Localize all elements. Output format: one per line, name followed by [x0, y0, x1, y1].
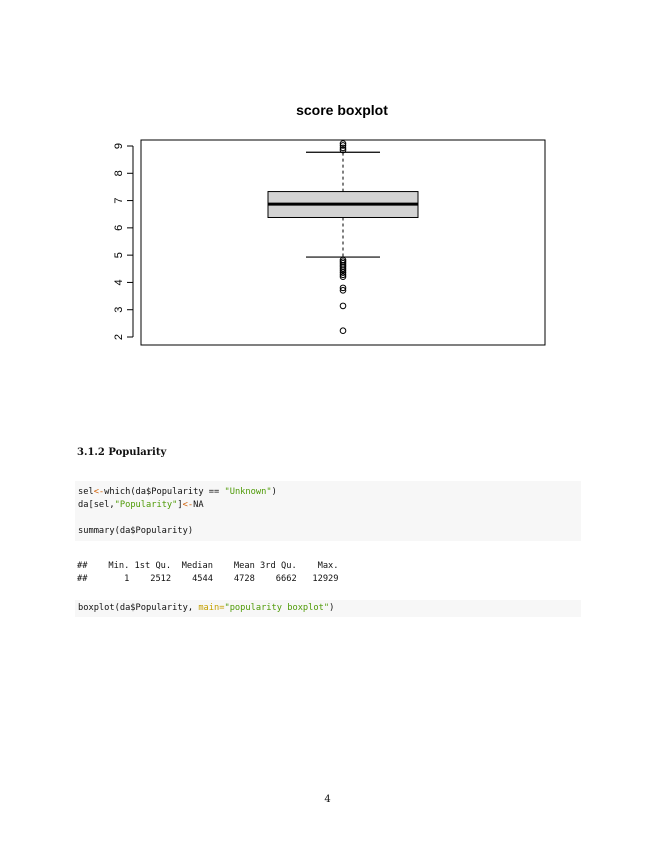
code-line [78, 486, 578, 499]
code-token: "Unknown" [224, 487, 272, 497]
code-token: sel [78, 487, 94, 497]
boxplot-marks [268, 141, 418, 334]
code-token: which(da$Popularity == [104, 487, 225, 497]
y-axis [113, 143, 133, 340]
section-heading: 3.1.2 Popularity [77, 447, 167, 458]
y-tick-label: 4 [113, 279, 125, 286]
code-token: da[sel, [78, 500, 115, 510]
output-block [77, 560, 339, 586]
code-token: "Popularity" [114, 500, 178, 510]
code-line [78, 602, 578, 615]
y-tick-label: 2 [113, 333, 125, 341]
y-tick-label: 5 [113, 252, 125, 259]
code-token: summary(da$Popularity) [78, 526, 194, 536]
code-token: NA [193, 500, 204, 510]
code-token: main= [198, 603, 225, 613]
code-token: <- [93, 487, 105, 497]
code-block-summary [75, 481, 581, 541]
code-token: <- [182, 500, 194, 510]
y-tick-label: 6 [113, 224, 125, 231]
code-token: ] [177, 500, 183, 510]
chart-title: score boxplot [296, 102, 388, 118]
code-token: ) [271, 487, 277, 497]
outlier-point [340, 303, 346, 309]
code-block-boxplot [75, 600, 581, 617]
y-tick-label: 3 [113, 306, 125, 313]
y-tick-label: 9 [113, 142, 125, 150]
code-token: boxplot(da$Popularity, [78, 603, 199, 613]
code-line [78, 499, 578, 512]
code-token: "popularity boxplot" [224, 603, 330, 613]
code-token: ) [329, 603, 335, 613]
y-tick-label: 7 [113, 197, 125, 204]
y-tick-label: 8 [113, 170, 125, 177]
outlier-point [340, 328, 346, 334]
page-number: 4 [324, 794, 331, 805]
code-line-blank [78, 512, 578, 525]
code-line [78, 525, 578, 538]
output-header: ## Min. 1st Qu. Median Mean 3rd Qu. Max. [77, 561, 339, 571]
score-boxplot [0, 90, 655, 365]
output-values: ## 1 2512 4544 4728 6662 12929 [77, 574, 339, 584]
